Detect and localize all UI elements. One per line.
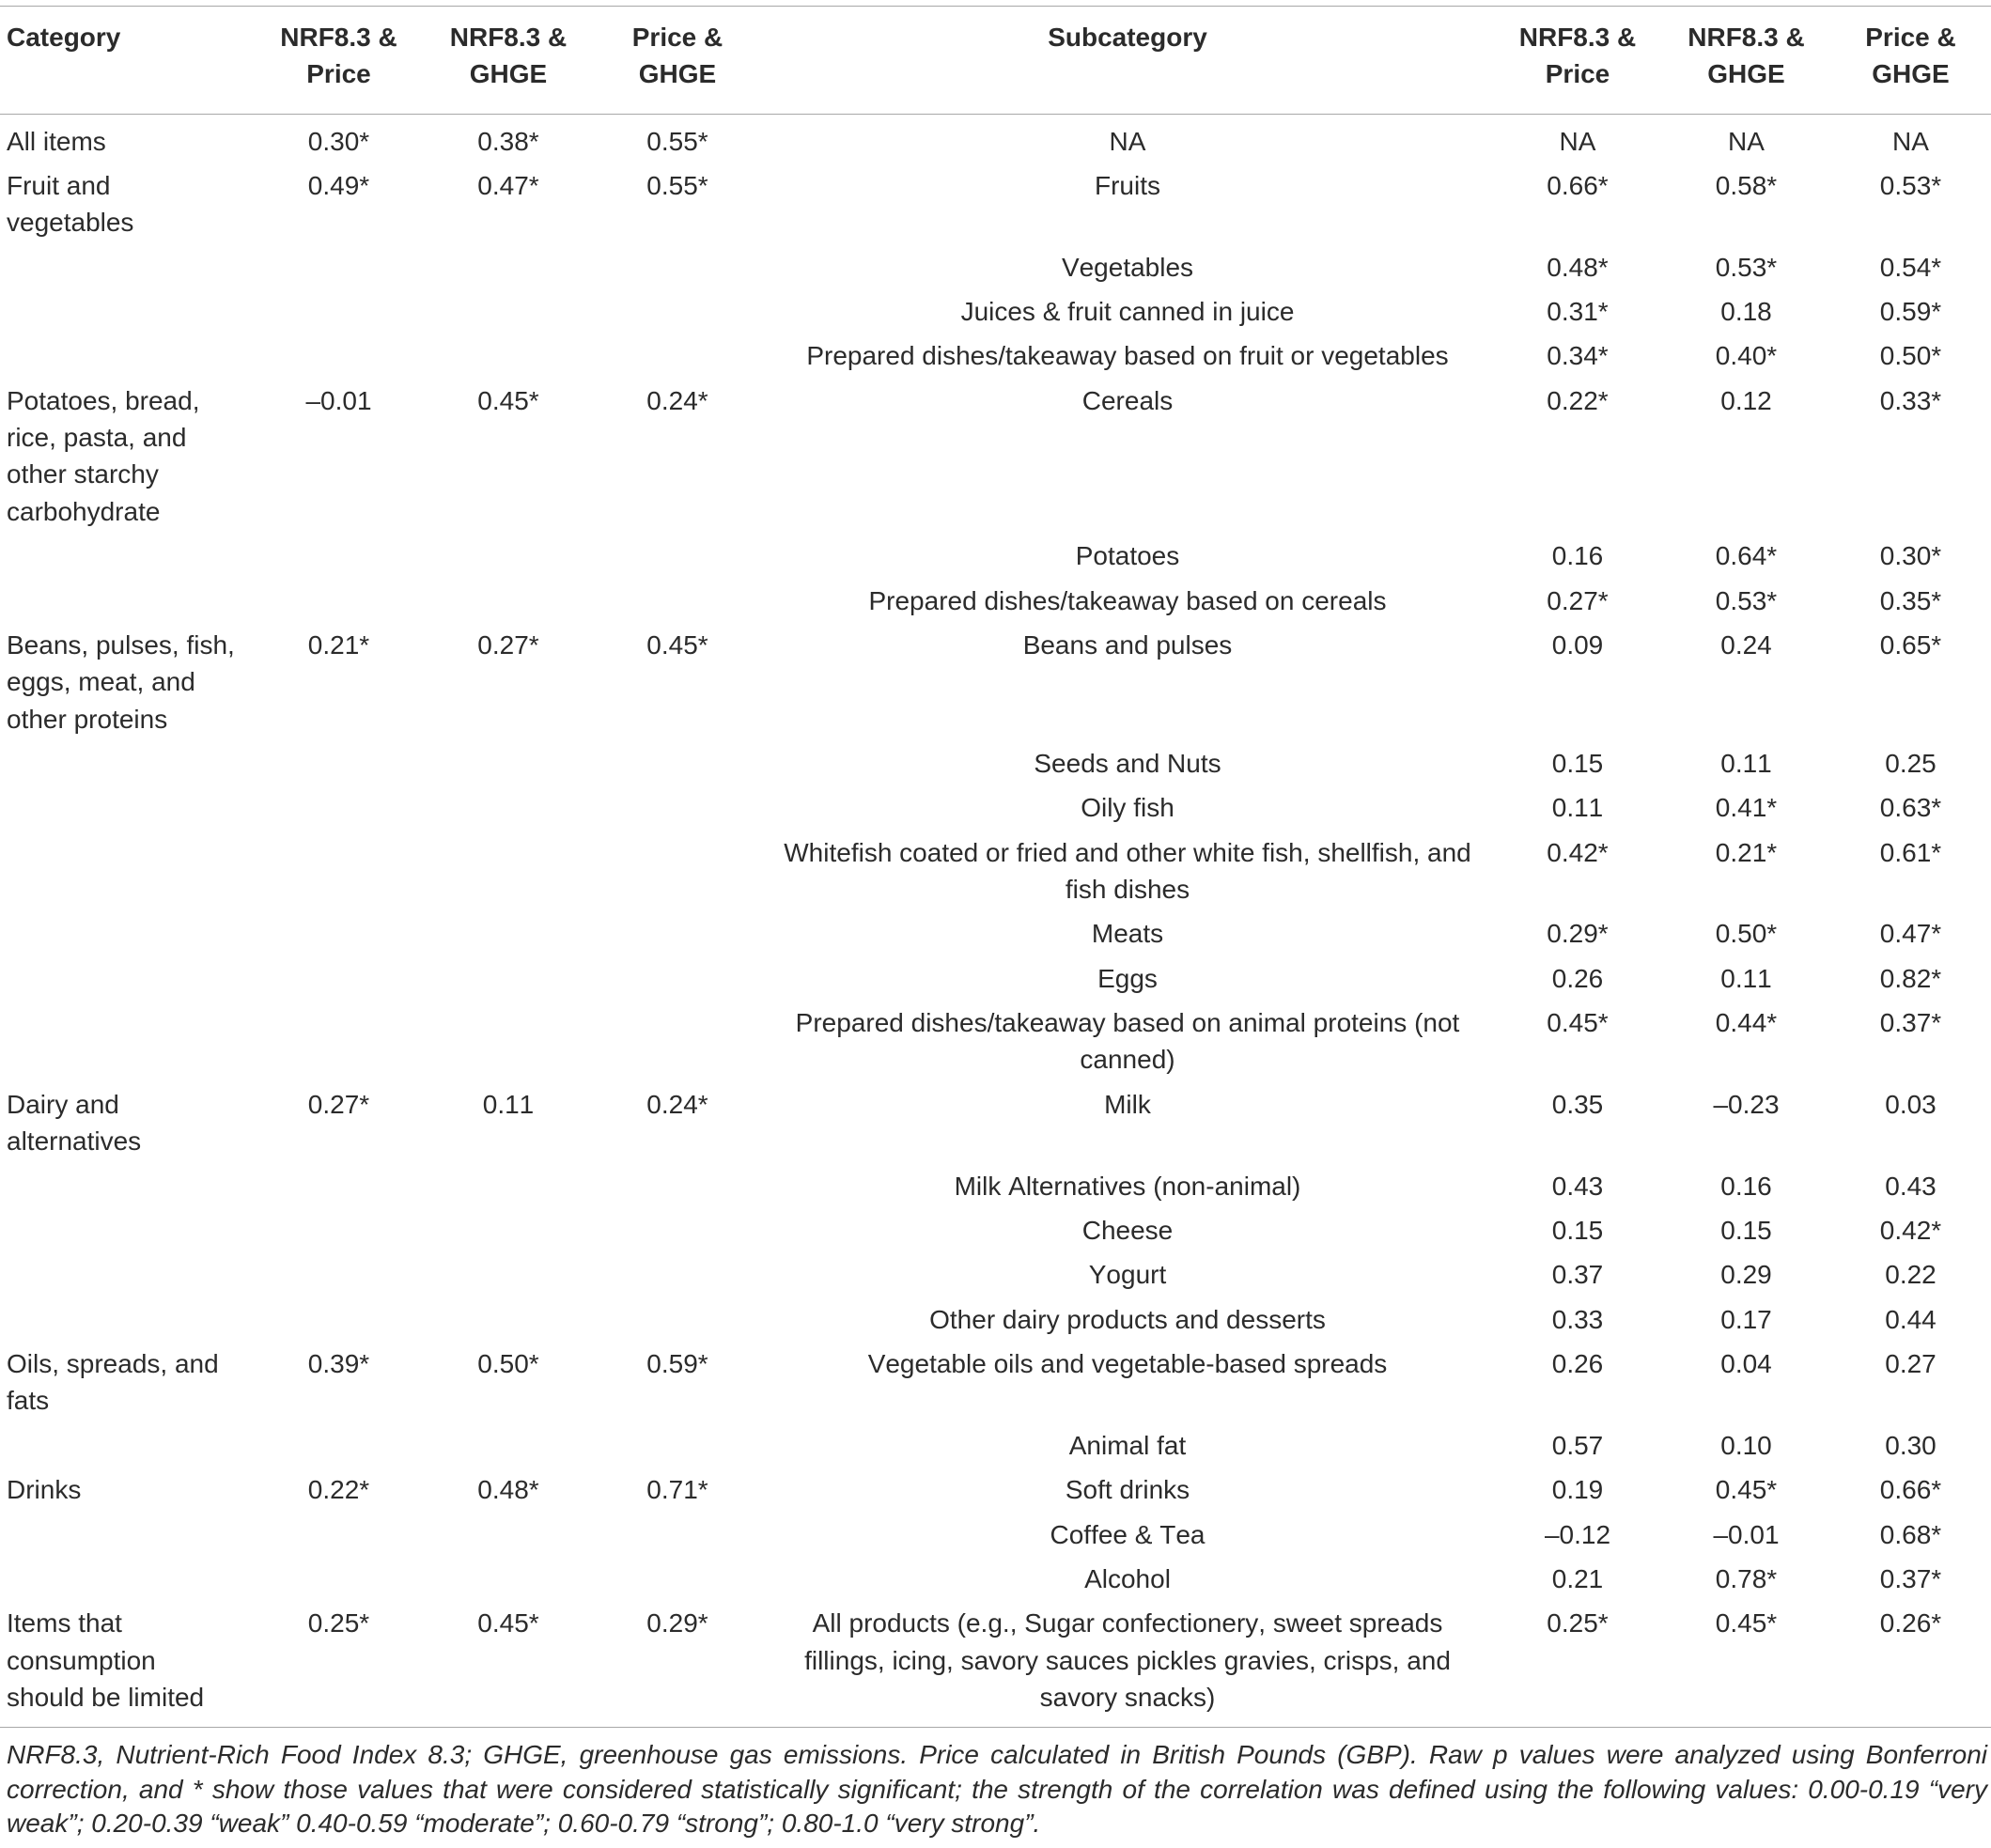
subcategory-cell — [762, 784, 1493, 829]
subcategory-nrf-price-value: 0.48* — [1547, 252, 1609, 282]
subcategory-label: Prepared dishes/takeaway based on cereals — [868, 585, 1387, 615]
category-price-ghge-value — [593, 333, 762, 377]
subcategory-price-ghge-value: 0.43 — [1885, 1171, 1937, 1201]
table-row — [0, 244, 1991, 288]
category-nrf-price-value — [254, 784, 424, 829]
category-label: Dairy and alternatives — [7, 1089, 142, 1157]
category-cell — [0, 333, 254, 377]
subcategory-label: NA — [1109, 126, 1146, 156]
header-row — [0, 7, 1991, 115]
category-price-ghge-value: 0.24* — [646, 385, 708, 415]
subcategory-cell — [762, 333, 1493, 377]
subcategory-nrf-ghge-value: 0.29 — [1720, 1260, 1772, 1290]
category-nrf-price-value: 0.39* — [307, 1349, 370, 1379]
category-price-ghge-value: 0.45* — [646, 629, 708, 660]
subcategory-cell — [762, 830, 1493, 911]
category-cell — [0, 1422, 254, 1467]
subcategory-cell — [762, 163, 1493, 244]
subcategory-nrf-price-value: 0.34* — [1547, 341, 1609, 371]
table-row — [0, 1556, 1991, 1600]
table-row — [0, 114, 1991, 163]
header-category-nrf-price-label: NRF8.3 & Price — [280, 23, 397, 89]
subcategory-price-ghge-value: 0.22 — [1885, 1260, 1937, 1290]
subcategory-nrf-ghge-value: 0.78* — [1715, 1563, 1778, 1593]
subcategory-price-ghge-value: 0.82* — [1879, 963, 1942, 993]
table-row — [0, 578, 1991, 622]
category-nrf-price-value — [254, 1422, 424, 1467]
subcategory-nrf-price-value: 0.66* — [1547, 170, 1609, 200]
table-row — [0, 288, 1991, 333]
category-nrf-ghge-value — [424, 1000, 593, 1081]
category-nrf-price-value: 0.27* — [307, 1089, 370, 1119]
category-price-ghge-value: 0.29* — [646, 1608, 708, 1638]
subcategory-label: Potatoes — [1075, 541, 1180, 571]
subcategory-nrf-ghge-value: 0.45* — [1715, 1475, 1778, 1505]
header-category-price-ghge-label: Price & GHGE — [631, 23, 723, 89]
subcategory-nrf-price-value: 0.42* — [1547, 837, 1609, 867]
subcategory-price-ghge-value: 0.37* — [1879, 1563, 1942, 1593]
subcategory-label: Juices & fruit canned in juice — [960, 297, 1295, 327]
header-subcategory-label: Subcategory — [1048, 23, 1207, 52]
subcategory-price-ghge-value: 0.30* — [1879, 541, 1942, 571]
subcategory-price-ghge-value: 0.25 — [1885, 748, 1937, 778]
category-nrf-ghge-value — [424, 740, 593, 784]
category-nrf-price-value — [254, 830, 424, 911]
category-nrf-price-value — [254, 955, 424, 1000]
category-nrf-ghge-value — [424, 830, 593, 911]
subcategory-nrf-ghge-value: –0.01 — [1713, 1519, 1780, 1549]
subcategory-nrf-ghge-value: 0.18 — [1720, 297, 1772, 327]
subcategory-price-ghge-value: 0.66* — [1879, 1475, 1942, 1505]
category-nrf-ghge-value — [424, 578, 593, 622]
table-row — [0, 830, 1991, 911]
category-price-ghge-value — [593, 740, 762, 784]
subcategory-nrf-price-value: NA — [1559, 126, 1596, 156]
category-price-ghge-value — [593, 1163, 762, 1207]
header-category-nrf-price — [254, 7, 424, 115]
subcategory-cell — [762, 288, 1493, 333]
category-price-ghge-value — [593, 830, 762, 911]
subcategory-nrf-price-value: 0.22* — [1547, 385, 1609, 415]
table-row — [0, 163, 1991, 244]
category-cell — [0, 1556, 254, 1600]
subcategory-nrf-ghge-value: 0.15 — [1720, 1215, 1772, 1245]
category-nrf-ghge-value: 0.47* — [477, 170, 539, 200]
category-label: Oils, spreads, and fats — [7, 1349, 219, 1416]
category-nrf-price-value — [254, 1297, 424, 1341]
category-nrf-price-value: 0.22* — [307, 1475, 370, 1505]
subcategory-cell — [762, 533, 1493, 577]
category-nrf-ghge-value — [424, 533, 593, 577]
subcategory-price-ghge-value: 0.03 — [1885, 1089, 1937, 1119]
subcategory-label: Whitefish coated or fried and other white fish, shellfish, and fish dishes — [784, 837, 1471, 904]
category-nrf-price-value: 0.49* — [307, 170, 370, 200]
subcategory-nrf-price-value: 0.15 — [1551, 1215, 1604, 1245]
subcategory-label: Vegetable oils and vegetable-based spreads — [867, 1349, 1388, 1379]
subcategory-cell — [762, 1207, 1493, 1251]
category-nrf-ghge-value — [424, 333, 593, 377]
category-price-ghge-value — [593, 288, 762, 333]
subcategory-nrf-ghge-value: –0.23 — [1713, 1089, 1780, 1119]
category-cell — [0, 622, 254, 740]
category-cell — [0, 784, 254, 829]
category-cell — [0, 1467, 254, 1511]
category-nrf-ghge-value: 0.45* — [477, 1608, 539, 1638]
header-subcategory-nrf-ghge — [1662, 7, 1830, 115]
category-price-ghge-value — [593, 578, 762, 622]
category-nrf-price-value — [254, 578, 424, 622]
category-nrf-ghge-value — [424, 1556, 593, 1600]
subcategory-nrf-ghge-value: 0.10 — [1720, 1430, 1772, 1460]
category-cell — [0, 533, 254, 577]
subcategory-nrf-ghge-value: 0.17 — [1720, 1304, 1772, 1334]
subcategory-cell — [762, 1467, 1493, 1511]
subcategory-label: Coffee & Tea — [1050, 1519, 1205, 1549]
header-subcategory-price-ghge-label: Price & GHGE — [1865, 23, 1956, 89]
subcategory-cell — [762, 1163, 1493, 1207]
subcategory-nrf-ghge-value: 0.24 — [1720, 629, 1772, 660]
category-nrf-ghge-value — [424, 1422, 593, 1467]
table-row — [0, 1251, 1991, 1296]
subcategory-nrf-price-value: 0.11 — [1551, 793, 1604, 823]
category-price-ghge-value — [593, 1422, 762, 1467]
category-label: Beans, pulses, fish, eggs, meat, and other proteins — [7, 629, 235, 734]
category-cell — [0, 244, 254, 288]
subcategory-label: Soft drinks — [1065, 1475, 1190, 1505]
table-row — [0, 1297, 1991, 1341]
category-nrf-price-value — [254, 740, 424, 784]
subcategory-nrf-ghge-value: 0.16 — [1720, 1171, 1772, 1201]
subcategory-label: Oily fish — [1081, 793, 1174, 823]
subcategory-cell — [762, 1000, 1493, 1081]
category-price-ghge-value — [593, 1000, 762, 1081]
subcategory-nrf-ghge-value: 0.40* — [1715, 341, 1778, 371]
category-nrf-ghge-value — [424, 1297, 593, 1341]
subcategory-nrf-ghge-value: 0.50* — [1715, 919, 1778, 949]
category-cell — [0, 910, 254, 955]
category-nrf-ghge-value: 0.11 — [482, 1089, 535, 1119]
category-cell — [0, 578, 254, 622]
subcategory-nrf-ghge-value: NA — [1728, 126, 1765, 156]
table-header — [0, 7, 1991, 115]
category-price-ghge-value: 0.24* — [646, 1089, 708, 1119]
category-cell — [0, 1341, 254, 1422]
subcategory-nrf-price-value: 0.19 — [1551, 1475, 1604, 1505]
table-body — [0, 114, 1991, 1728]
subcategory-label: Milk — [1104, 1089, 1151, 1119]
category-nrf-ghge-value — [424, 955, 593, 1000]
subcategory-nrf-ghge-value: 0.45* — [1715, 1608, 1778, 1638]
table-footnote: NRF8.3, Nutrient-Rich Food Index 8.3; GHGE, greenhouse gas emissions. Price calculated in British Pounds (GBP). Raw p values were analyzed using Bonferroni correction, and * show those values that were considered statistically significant; the strength of the correlation was defined using the following values: 0.00-0.19 “very weak”; 0.20-0.39 “weak” 0.40-0.59 “moderate”; 0.60-0.79 “strong”; 0.80-1.0 “very strong”. — [7, 1740, 1987, 1839]
subcategory-label: All products (e.g., Sugar confectionery, sweet spreads fillings, icing, savory sauces pickles gravies, crisps, and savory snacks) — [804, 1608, 1451, 1712]
subcategory-cell — [762, 1600, 1493, 1727]
subcategory-price-ghge-value: 0.54* — [1879, 252, 1942, 282]
subcategory-label: Fruits — [1095, 170, 1160, 200]
table-row — [0, 1512, 1991, 1556]
category-nrf-ghge-value — [424, 244, 593, 288]
subcategory-label: Other dairy products and desserts — [929, 1304, 1326, 1334]
subcategory-nrf-price-value: 0.27* — [1547, 585, 1609, 615]
category-nrf-price-value — [254, 333, 424, 377]
subcategory-label: Vegetables — [1061, 252, 1194, 282]
subcategory-price-ghge-value: 0.30 — [1885, 1430, 1937, 1460]
category-nrf-ghge-value: 0.48* — [477, 1475, 539, 1505]
subcategory-cell — [762, 578, 1493, 622]
subcategory-label: Eggs — [1097, 963, 1158, 993]
header-subcategory — [762, 7, 1493, 115]
subcategory-nrf-price-value: 0.33 — [1551, 1304, 1604, 1334]
category-cell — [0, 1512, 254, 1556]
subcategory-nrf-ghge-value: 0.21* — [1715, 837, 1778, 867]
table-row — [0, 1081, 1991, 1163]
category-nrf-ghge-value: 0.38* — [477, 126, 539, 156]
category-label: All items — [7, 126, 106, 156]
subcategory-label: Meats — [1091, 919, 1164, 949]
category-price-ghge-value — [593, 1207, 762, 1251]
category-cell — [0, 1081, 254, 1163]
header-subcategory-price-ghge — [1830, 7, 1991, 115]
category-cell — [0, 1000, 254, 1081]
subcategory-label: Milk Alternatives (non-animal) — [954, 1171, 1301, 1201]
subcategory-price-ghge-value: 0.26* — [1879, 1608, 1942, 1638]
header-subcategory-nrf-price-label: NRF8.3 & Price — [1518, 23, 1637, 89]
table-row — [0, 533, 1991, 577]
subcategory-nrf-ghge-value: 0.12 — [1720, 385, 1772, 415]
category-cell — [0, 1207, 254, 1251]
subcategory-nrf-price-value: 0.29* — [1547, 919, 1609, 949]
subcategory-label: Cheese — [1081, 1215, 1174, 1245]
category-nrf-ghge-value — [424, 910, 593, 955]
header-subcategory-nrf-price — [1493, 7, 1662, 115]
category-label: Drinks — [7, 1475, 82, 1505]
subcategory-cell — [762, 740, 1493, 784]
category-label: Fruit and vegetables — [7, 170, 134, 238]
subcategory-price-ghge-value: 0.35* — [1879, 585, 1942, 615]
subcategory-cell — [762, 114, 1493, 163]
subcategory-cell — [762, 1341, 1493, 1422]
category-cell — [0, 1297, 254, 1341]
subcategory-nrf-ghge-value: 0.11 — [1720, 963, 1772, 993]
subcategory-nrf-price-value: 0.16 — [1551, 541, 1604, 571]
table-row — [0, 622, 1991, 740]
subcategory-cell — [762, 378, 1493, 533]
table-row — [0, 1163, 1991, 1207]
subcategory-cell — [762, 1081, 1493, 1163]
subcategory-nrf-price-value: 0.26 — [1551, 963, 1604, 993]
category-cell — [0, 114, 254, 163]
subcategory-label: Yogurt — [1088, 1260, 1167, 1290]
subcategory-cell — [762, 955, 1493, 1000]
header-subcategory-nrf-ghge-label: NRF8.3 & GHGE — [1688, 23, 1805, 89]
subcategory-label: Prepared dishes/takeaway based on animal proteins (not canned) — [795, 1008, 1460, 1075]
category-nrf-ghge-value — [424, 1163, 593, 1207]
category-price-ghge-value — [593, 533, 762, 577]
category-cell — [0, 830, 254, 911]
subcategory-price-ghge-value: 0.27 — [1885, 1349, 1937, 1379]
subcategory-cell — [762, 1297, 1493, 1341]
category-nrf-ghge-value — [424, 784, 593, 829]
category-nrf-price-value — [254, 1163, 424, 1207]
subcategory-label: Seeds and Nuts — [1034, 748, 1221, 778]
subcategory-nrf-ghge-value: 0.04 — [1720, 1349, 1772, 1379]
category-nrf-price-value: –0.01 — [305, 385, 372, 415]
table-row — [0, 1600, 1991, 1727]
subcategory-price-ghge-value: 0.33* — [1879, 385, 1942, 415]
table-row — [0, 1422, 1991, 1467]
subcategory-price-ghge-value: 0.47* — [1879, 919, 1942, 949]
subcategory-cell — [762, 910, 1493, 955]
correlation-table — [0, 6, 1991, 1728]
category-nrf-price-value — [254, 1512, 424, 1556]
table-row — [0, 1341, 1991, 1422]
category-nrf-price-value — [254, 244, 424, 288]
category-cell — [0, 955, 254, 1000]
category-price-ghge-value — [593, 1297, 762, 1341]
table-row — [0, 1000, 1991, 1081]
table-row — [0, 1207, 1991, 1251]
category-nrf-price-value: 0.21* — [307, 629, 370, 660]
header-category-label: Category — [7, 23, 121, 52]
subcategory-price-ghge-value: 0.65* — [1879, 629, 1942, 660]
category-price-ghge-value: 0.55* — [646, 126, 708, 156]
category-label: Items that consumption should be limited — [7, 1608, 205, 1712]
subcategory-nrf-price-value: 0.57 — [1551, 1430, 1604, 1460]
table-row — [0, 784, 1991, 829]
subcategory-label: Prepared dishes/takeaway based on fruit or vegetables — [806, 341, 1449, 371]
header-category-price-ghge — [593, 7, 762, 115]
subcategory-price-ghge-value: 0.68* — [1879, 1519, 1942, 1549]
subcategory-nrf-price-value: 0.09 — [1551, 629, 1604, 660]
subcategory-label: Alcohol — [1084, 1563, 1171, 1593]
subcategory-nrf-price-value: 0.35 — [1551, 1089, 1604, 1119]
category-price-ghge-value — [593, 1556, 762, 1600]
subcategory-nrf-price-value: 0.37 — [1551, 1260, 1604, 1290]
subcategory-nrf-price-value: –0.12 — [1544, 1519, 1611, 1549]
subcategory-cell — [762, 1556, 1493, 1600]
subcategory-price-ghge-value: NA — [1892, 126, 1929, 156]
subcategory-price-ghge-value: 0.59* — [1879, 297, 1942, 327]
category-cell — [0, 163, 254, 244]
subcategory-nrf-price-value: 0.25* — [1547, 1608, 1609, 1638]
subcategory-nrf-price-value: 0.31* — [1547, 297, 1609, 327]
category-cell — [0, 1251, 254, 1296]
subcategory-nrf-ghge-value: 0.53* — [1715, 585, 1778, 615]
category-nrf-ghge-value: 0.45* — [477, 385, 539, 415]
subcategory-price-ghge-value: 0.63* — [1879, 793, 1942, 823]
subcategory-label: Beans and pulses — [1022, 629, 1233, 660]
header-category — [0, 7, 254, 115]
category-price-ghge-value — [593, 244, 762, 288]
category-nrf-price-value — [254, 910, 424, 955]
category-nrf-price-value — [254, 288, 424, 333]
header-category-nrf-ghge-label: NRF8.3 & GHGE — [449, 23, 568, 89]
category-nrf-price-value — [254, 1251, 424, 1296]
category-nrf-ghge-value — [424, 1251, 593, 1296]
subcategory-price-ghge-value: 0.50* — [1879, 341, 1942, 371]
subcategory-cell — [762, 622, 1493, 740]
subcategory-price-ghge-value: 0.44 — [1885, 1304, 1937, 1334]
category-price-ghge-value — [593, 955, 762, 1000]
category-nrf-price-value: 0.30* — [307, 126, 370, 156]
category-cell — [0, 378, 254, 533]
category-cell — [0, 740, 254, 784]
table-row — [0, 910, 1991, 955]
category-nrf-price-value — [254, 1207, 424, 1251]
table-row — [0, 378, 1991, 533]
category-price-ghge-value — [593, 1251, 762, 1296]
subcategory-nrf-ghge-value: 0.53* — [1715, 252, 1778, 282]
subcategory-label: Cereals — [1081, 385, 1174, 415]
category-nrf-price-value — [254, 533, 424, 577]
subcategory-price-ghge-value: 0.53* — [1879, 170, 1942, 200]
subcategory-nrf-ghge-value: 0.58* — [1715, 170, 1778, 200]
category-cell — [0, 1600, 254, 1727]
subcategory-price-ghge-value: 0.37* — [1879, 1008, 1942, 1038]
category-price-ghge-value: 0.71* — [646, 1475, 708, 1505]
subcategory-label: Animal fat — [1068, 1430, 1187, 1460]
category-nrf-ghge-value: 0.50* — [477, 1349, 539, 1379]
header-category-nrf-ghge — [424, 7, 593, 115]
subcategory-nrf-price-value: 0.21 — [1551, 1563, 1604, 1593]
category-cell — [0, 1163, 254, 1207]
subcategory-nrf-ghge-value: 0.11 — [1720, 748, 1772, 778]
category-price-ghge-value: 0.59* — [646, 1349, 708, 1379]
subcategory-price-ghge-value: 0.42* — [1879, 1215, 1942, 1245]
subcategory-nrf-price-value: 0.43 — [1551, 1171, 1604, 1201]
category-nrf-ghge-value — [424, 1512, 593, 1556]
category-nrf-price-value — [254, 1000, 424, 1081]
subcategory-nrf-price-value: 0.15 — [1551, 748, 1604, 778]
subcategory-cell — [762, 244, 1493, 288]
subcategory-cell — [762, 1251, 1493, 1296]
subcategory-nrf-ghge-value: 0.64* — [1715, 541, 1778, 571]
category-nrf-price-value: 0.25* — [307, 1608, 370, 1638]
table-row — [0, 955, 1991, 1000]
category-price-ghge-value — [593, 1512, 762, 1556]
table-row — [0, 1467, 1991, 1511]
subcategory-cell — [762, 1512, 1493, 1556]
category-nrf-ghge-value — [424, 1207, 593, 1251]
category-cell — [0, 288, 254, 333]
subcategory-price-ghge-value: 0.61* — [1879, 837, 1942, 867]
table-row — [0, 333, 1991, 377]
subcategory-nrf-price-value: 0.45* — [1547, 1008, 1609, 1038]
category-label: Potatoes, bread, rice, pasta, and other starchy carbohydrate — [7, 385, 200, 526]
subcategory-nrf-ghge-value: 0.41* — [1715, 793, 1778, 823]
category-price-ghge-value: 0.55* — [646, 170, 708, 200]
category-nrf-price-value — [254, 1556, 424, 1600]
category-price-ghge-value — [593, 784, 762, 829]
subcategory-cell — [762, 1422, 1493, 1467]
subcategory-nrf-price-value: 0.26 — [1551, 1349, 1604, 1379]
table-row — [0, 740, 1991, 784]
category-price-ghge-value — [593, 910, 762, 955]
subcategory-nrf-ghge-value: 0.44* — [1715, 1008, 1778, 1038]
category-nrf-ghge-value: 0.27* — [477, 629, 539, 660]
category-nrf-ghge-value — [424, 288, 593, 333]
